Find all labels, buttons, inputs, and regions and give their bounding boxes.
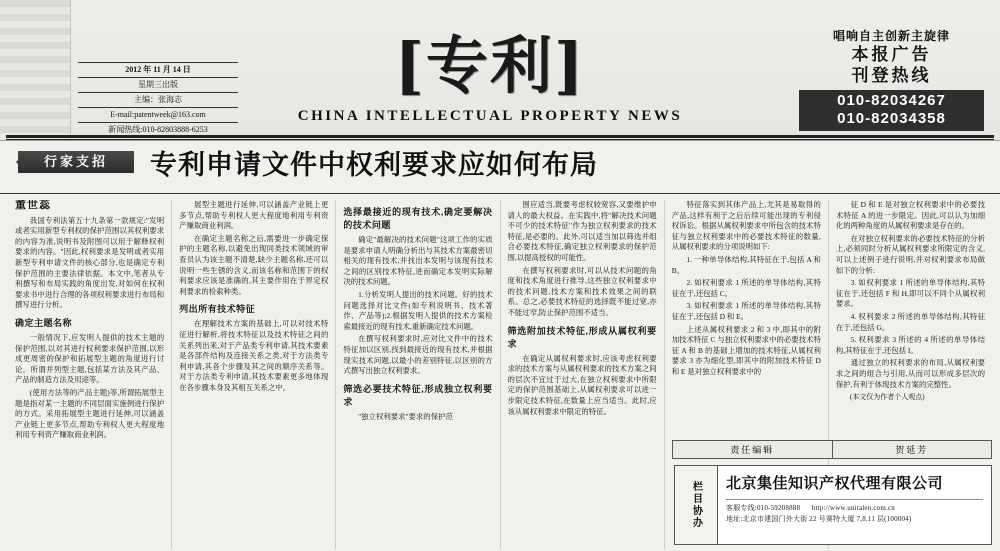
- article-paragraph: 3. 如权利要求 1 所述的单导体结构,其特征在于,还包括 D 和 E。: [671, 301, 821, 321]
- article-paragraph: 1.分析发明人提出的技术问题。好的技术问题选择对比文件(如专利说明书、技术著作、产品等);2.根据发明人提供的技术方案检索最接近的现有技术,重新确定技术问题。: [343, 289, 493, 331]
- article-column: [172, 200, 336, 549]
- article-paragraph: 一般情况下,应发明人提供的技术主题的保护范围,以对其进行权利要求保护范围,以形成更周密的保护和拓展型主题的角度进行讨论。所谓并列型主题,包括某方法及其产品、产品的制造方法及用途等。: [15, 332, 165, 385]
- article-paragraph: 我国专利法第五十九条第一款规定:"发明或者实用新型专利权的保护范围以其权利要求的内容为准,说明书及附图可以用于解释权利要求的内容。"因此,权利要求是发明或者实用新型专利申请文件的核心部分,也是确定专利保护范围的主要法律依据。本文中,笔者从专利撰写和布局实践的角度出发,对如何在权利要求书中进行合理的各项权利要求进行布局和撰写进行分析。: [15, 215, 165, 310]
- sponsor-contact-row: [726, 503, 983, 514]
- title-block: [250, 30, 730, 125]
- ad-line-2: 刊登热线: [851, 66, 932, 85]
- article-paragraph: 征 D 和 E 是对独立权利要求中的必要技术特征 A 的进一步限定。因此,可以认为加细化的两种角度的从属权利要求是存在的。: [835, 200, 986, 231]
- article-paragraph: 2. 如权利要求 1 所述的单导体结构,其特征在于,还包括 C。: [671, 278, 821, 298]
- editor-credit-bar: [672, 440, 992, 459]
- article-paragraph: 通过独立的权利要求的布局,从属权利要求之间的组合与引用,从而可以形成多层次的保护,有利于体现技术方案的完整性。: [835, 358, 986, 389]
- editor-label: 责任编辑: [673, 441, 833, 458]
- article-paragraph: 在确定从属权利要求时,应该考虑权利要求的技术方案与从属权利要求的技术方案之间的层次不宜过于过大,在独立权利要求中所限定的保护范围基础上,从属权利要求可以进一步限定技术特征,在数量上应当适当。此时,应该从属权利要求中限定的特征。: [507, 353, 657, 416]
- article-column: [8, 200, 172, 549]
- masthead-rule-thick: [6, 135, 994, 138]
- article-paragraph: "独立权利要求"要求的保护范: [358, 411, 453, 421]
- sponsor-details: [718, 466, 991, 544]
- sponsor-website[interactable]: http://www.unitalen.com.cn: [811, 504, 895, 512]
- section-subheading: 选择最接近的现有技术,确定要解决的技术问题: [343, 207, 493, 230]
- article-paragraph: (使用方法等的产品主题)等,所谓拓展型主题是指对某一主题的不同层面实施例进行保护的方式。采用拓展型主题进行延伸,可以涵盖产业链上更多节点,帮助专利权人更大程度地利用专利资产赚取商业利润。: [15, 387, 165, 440]
- sponsor-box: [674, 465, 992, 545]
- section-subheading: 列出所有技术特征: [179, 304, 256, 315]
- article-paragraph: 围应适当,既要考虑权较宽容,又要维护申请人的最大权益。在实践中,将"解决技术问题不可少的技术特征"作为独立权利要求的技术特征,是必要的。此外,可以适当加以筛选并组合必要技术特征,确定独立权利要求的保护范围,以提高授权的可能性。: [507, 200, 657, 262]
- ad-phone-block: [799, 90, 984, 131]
- article-paragraph: 在撰写权利要求时,可以从技术问题的角度和技术角度进行推导,这些独立权利要求中的技术问题,技术方案和技术效果之间的联系。总之,必要技术特征的选择既不能过宽,亦不能过窄,防止保护范围不适当。: [507, 265, 657, 317]
- page-title-en: CHINA INTELLECTUAL PROPERTY NEWS: [297, 108, 683, 124]
- pub-hotline: 新闻热线:010-82803888-6253: [78, 123, 238, 138]
- masthead-rule-thin: [6, 139, 994, 140]
- article-paragraph: 5. 权利要求 3 所述的 4 所述的单导体结构,其特征在于,还包括 I。: [835, 335, 986, 355]
- pub-date: 2012 年 11 月 14 日: [78, 62, 238, 78]
- article-paragraph: 确定"最解决的技术问题"这项工作的实质是要求申请人明确分析出与其技术方案最密切相关的现有技术,并找出本发明与该现有技术之间的区别技术特征,进而确定本发明实际解决的技术问题。: [343, 235, 493, 287]
- page-title-cn: [专利]: [394, 29, 586, 102]
- pub-weekday: 星期三出版: [78, 78, 238, 93]
- article-paragraph: 在确定主题名称之后,需要进一步确定保护的主题名称,以避免出现同类技术领域的审查员认为该主题不清楚,缺少主题名称,还可以说明一些生锈的含义,而该名称和范围下的权利要求应该是准确的,其主要作用在于界定权利要求的检索种类。: [179, 233, 329, 296]
- article-paragraph: 在撰写权利要求时,应对比文件中的技术特征加以区别,找到最接近的现有技术,并根据现实技术问题,以最小的差别特征,以区别的方式撰写出独立权利要求。: [343, 334, 493, 376]
- article-column: [336, 200, 500, 549]
- pub-editor: 主编：张海志: [78, 93, 238, 108]
- article-byline: 董世蕊: [15, 200, 51, 211]
- article-paragraph: 4. 权利要求 2 所述的单导体结构,其特征在于,还包括 G。: [835, 311, 986, 332]
- article-paragraph: 1. 一种单导体结构,其特征在于,包括 A 和 B。: [671, 254, 821, 275]
- ad-slogan: 唱响自主创新主旋律: [832, 29, 950, 43]
- section-subheading: 筛选必要技术特征,形成独立权利要求: [343, 383, 493, 407]
- ad-line-1: 本报广告: [851, 45, 932, 64]
- publication-info: [78, 62, 238, 138]
- article-paragraph: 在对独立权利要求的必要技术特征的分析上,必须同时分析从属权利要求所限定的含义,可以上述例子进行说明,并对权利要求布局做如下的分析:: [835, 233, 986, 275]
- article-note: (本文仅为作者个人观点): [849, 393, 925, 402]
- editor-name: 贺延芳: [895, 445, 929, 455]
- pub-email: E-mail:patentweek@163.com: [78, 108, 238, 123]
- decorative-grid: [0, 0, 71, 140]
- headline-zone: [0, 141, 1000, 194]
- article-paragraph: 在理解技术方案的基础上,可以对技术特征进行解析,将技术特征以及技术特征之间的关系列出来,对于产品类专利申请,其技术要素是各部件结构及连接关系之类,对于方法类专利申请,其各个步骤及其之间的顺序关系等。对于方法类专利申请,其技术要素更多地体现在各步骤本身及其相互关系之中。: [179, 319, 329, 392]
- sponsor-address: 地址:北京市建国门外大街 22 号赛特大厦 7,8,11 层(100004): [726, 515, 912, 523]
- article-paragraph: 3. 如权利要求 1 所述的单导体结构,其特征在于,还包括 F 和 H,即可以不同个从属权利要求。: [835, 278, 986, 309]
- article-paragraph: 展型主题进行延伸,可以涵盖产业链上更多节点,帮助专利权人更大程度地利用专利资产赚取商业利润。: [179, 200, 329, 231]
- sponsor-side-label: [675, 466, 718, 544]
- masthead: [0, 0, 1000, 141]
- advertisement-box: [799, 28, 984, 131]
- sponsor-name: 北京集佳知识产权代理有限公司: [726, 476, 944, 492]
- section-subheading: 筛选附加技术特征,形成从属权利要求: [507, 325, 657, 349]
- article-headline: 专利申请文件中权利要求应如何布局: [150, 150, 598, 180]
- sponsor-divider: [726, 499, 983, 500]
- ad-phone-2: 010-82034358: [837, 110, 946, 127]
- section-subheading: 确定主题名称: [15, 317, 73, 328]
- ad-phone-1: 010-82034267: [837, 92, 946, 109]
- section-tag: 行家支招: [18, 151, 134, 173]
- sponsor-service-phone: 客服专线:010-59208888: [726, 504, 801, 512]
- article-paragraph: 特征落实到其体产品上,尤其是易取得的产品,这样有利于之后后续可能出现的专利侵权诉讼。根据从属权利要求中所包含的技术特征与独立权利要求中的必要技术特征的数量,从属权利要求的分项说明如下:: [671, 200, 821, 252]
- article-column: [501, 200, 665, 549]
- article-paragraph: 上述从属权利要求 2 和 3 中,即其中的附加技术特征 C 与独立权利要求中的必要技术特征 A 和 B 的基础上增加的技术特征,从属权利要求 3 亦为细化型,即其中的附加技术特征 D 和 E 是对独立权利要求中的: [671, 324, 821, 376]
- sponsor-side-label-text: 栏目协办: [690, 481, 702, 529]
